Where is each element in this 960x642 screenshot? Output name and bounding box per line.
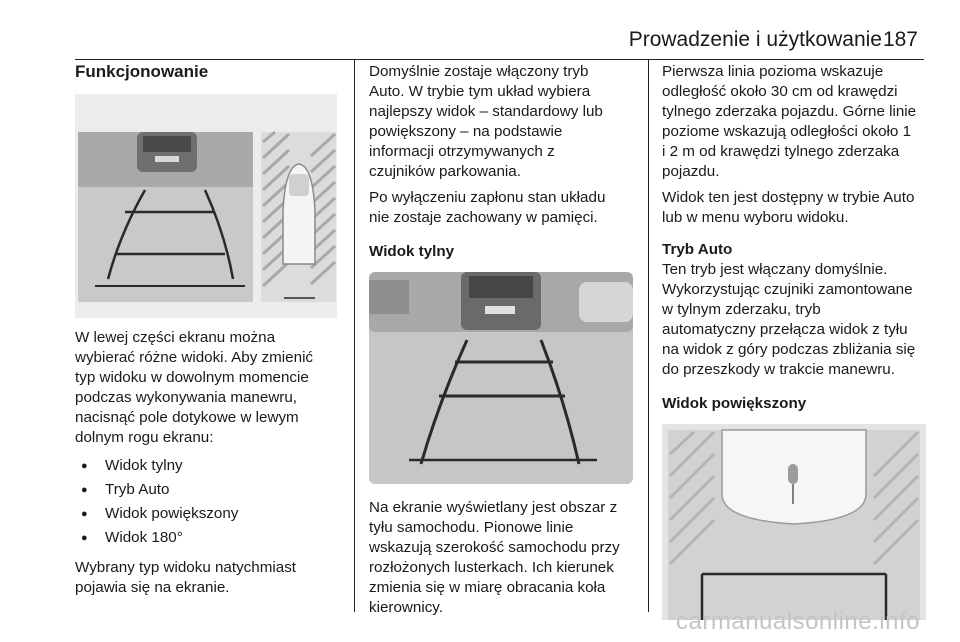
- col1-paragraph-2: Wybrany typ widoku natychmiast pojawia się na ekranie.: [75, 559, 297, 596]
- header-rule: [75, 59, 924, 60]
- page-header: [0, 24, 960, 54]
- column-2: [369, 62, 637, 624]
- rear-view-camera-figure: [369, 272, 637, 490]
- list-item: ● Tryb Auto: [75, 478, 345, 502]
- column-divider: [354, 60, 355, 612]
- col2-paragraph-2: Po wyłączeniu zapłonu stan układu nie zostaje zachowany w pamięci.: [369, 189, 606, 226]
- section-heading-tryb-auto: Tryb Auto: [662, 241, 733, 258]
- column-1: [75, 62, 345, 604]
- col2-paragraph-1: Domyślnie zostaje włączony tryb Auto. W trybie tym układ wybiera najlepszy widok – standardowy lub powiększony – na podstawie informacji otrzymywanych z czujników parkowania.: [369, 63, 603, 180]
- camera-split-view-figure: [75, 94, 345, 322]
- column-divider: [648, 60, 649, 612]
- col3-paragraph-2: Widok ten jest dostępny w trybie Auto lub w menu wyboru widoku.: [662, 189, 915, 226]
- watermark: carmanualsonline.info: [676, 608, 920, 635]
- section-heading-widok-powiekszony: Widok powiększony: [662, 395, 807, 412]
- list-item: ● Widok 180°: [75, 526, 345, 550]
- view-options-list: [75, 454, 345, 550]
- col2-paragraph-3: Na ekranie wyświetlany jest obszar z tyłu samochodu. Pionowe linie wskazują szerokość samochodu przy rozłożonych lusterkach. Ich kierunek zmienia się w miarę obracania koła kierownicy.: [369, 499, 620, 616]
- section-heading-widok-tylny: Widok tylny: [369, 243, 455, 260]
- list-item: ● Widok tylny: [75, 454, 345, 478]
- list-item: ● Widok powiększony: [75, 502, 345, 526]
- page-number: 187: [882, 28, 918, 51]
- section-heading-funkcjonowanie: Funkcjonowanie: [75, 62, 209, 81]
- col3-paragraph-1: Pierwsza linia pozioma wskazuje odległość około 30 cm od krawędzi tylnego zderzaka pojazdu. Górne linie poziome wskazują odległości około 1 i 2 m od krawędzi tylnego zderzaka pojazdu.: [662, 63, 917, 180]
- col3-paragraph-3: Ten tryb jest włączany domyślnie. Wykorzystując czujniki zamontowane w tylnym zderzaku, tryb automatyczny przełącza widok z tyłu na widok z góry podczas zbliżania się do przeszkody w trakcie manewru.: [662, 261, 916, 378]
- zoomed-top-view-figure: [662, 424, 930, 624]
- column-3: [662, 62, 930, 624]
- header-title: Prowadzenie i użytkowanie: [628, 28, 882, 51]
- col1-paragraph-1: W lewej części ekranu można wybierać różne widoki. Aby zmienić typ widoku w dowolnym momencie podczas wykonywania manewru, nacisnąć pole dotykowe w lewym dolnym rogu ekranu:: [75, 329, 314, 446]
